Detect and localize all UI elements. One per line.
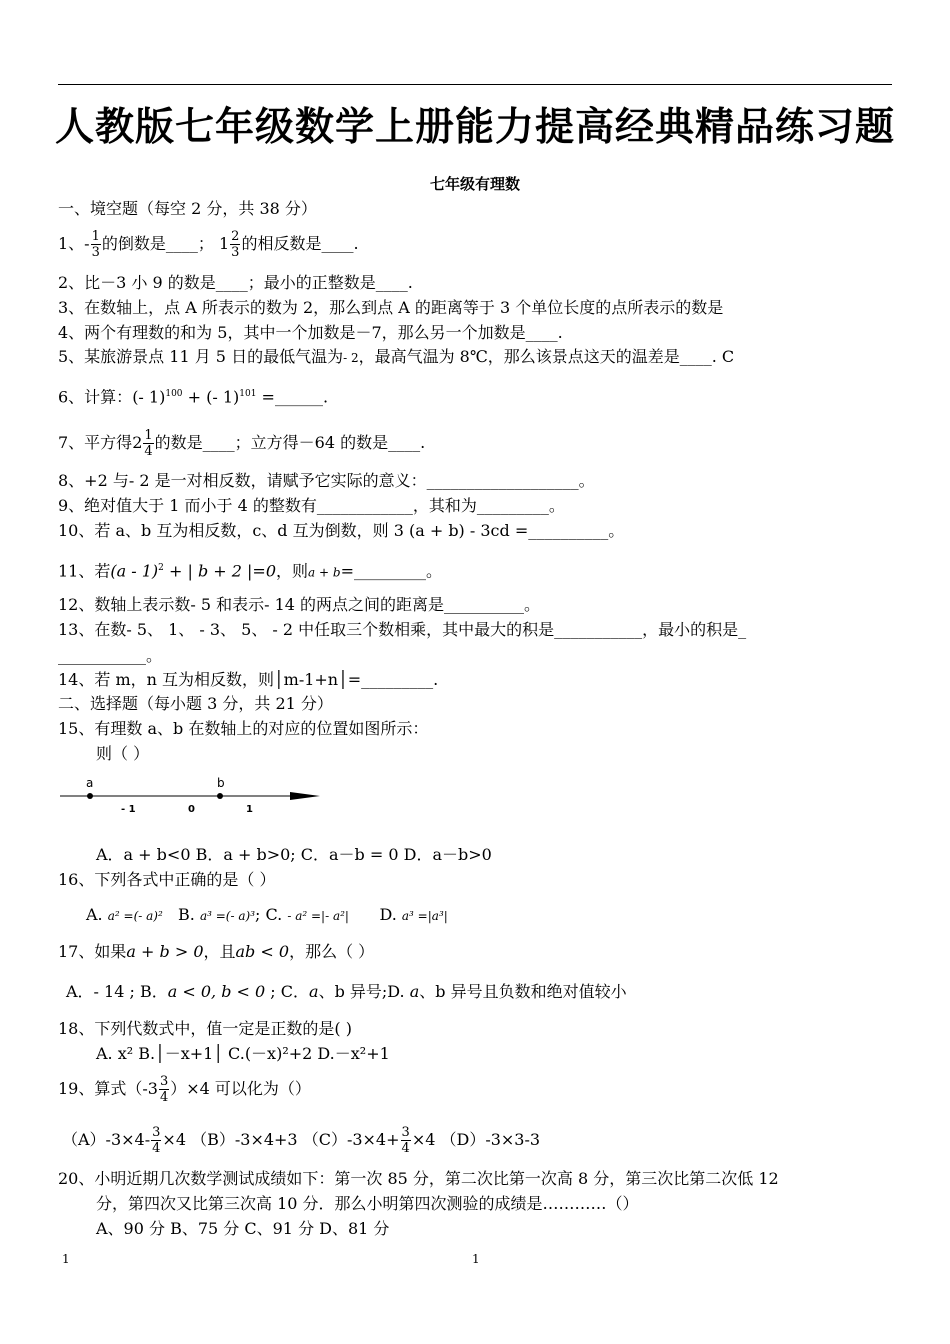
label-b: b	[217, 776, 225, 790]
section-heading-fill: 一、境空题（每空 2 分，共 38 分）	[58, 199, 317, 218]
tick-label-neg1: - 1	[121, 804, 136, 815]
point-a	[87, 793, 93, 799]
question-18-options: A. x² B.│－x+1│ C.(－x)²+2 D.－x²+1	[96, 1044, 390, 1063]
question-10: 10、若 a、b 互为相反数，c、d 互为倒数，则 3 (a + b) - 3cd =__________。	[58, 521, 625, 540]
question-15-options: A．a + b<0 B．a + b>0; C．a－b = 0 D．a－b>0	[96, 845, 492, 864]
question-3: 3、在数轴上，点 A 所表示的数为 2，那么到点 A 的距离等于 3 个单位长度的点所表示的数是	[58, 298, 724, 317]
question-15: 15、有理数 a、b 在数轴上的对应的位置如图所示：	[58, 719, 429, 738]
question-17-options: A．- 14 ; B．a < 0, b < 0 ; C．a、b 异号;D. a、b 异号且负数和绝对值较小	[66, 982, 627, 1001]
question-12: 12、数轴上表示数- 5 和表示- 14 的两点之间的距离是__________。	[58, 595, 541, 614]
question-9: 9、绝对值大于 1 而小于 4 的整数有____________，其和为_________。	[58, 496, 565, 515]
number-line-figure	[58, 770, 338, 820]
question-20-options: A、90 分 B、75 分 C、91 分 D、81 分	[96, 1219, 390, 1238]
fraction: $\frac{2}{3}$	[231, 229, 240, 260]
section-heading-choice: 二、选择题（每小题 3 分，共 21 分）	[58, 694, 333, 713]
point-b	[217, 793, 223, 799]
question-20-cont: 分，第四次又比第三次高 10 分．那么小明第四次测验的成绩是…………（）	[96, 1194, 639, 1213]
question-2: 2、比－3 小 9 的数是____；最小的正整数是____.	[58, 273, 413, 292]
question-6: 6、计算：(- 1)$^{100}$ + (- 1)$^{101}$ =______.	[58, 387, 329, 407]
page-number-left: 1	[62, 1252, 70, 1266]
question-15-prompt: 则（ ）	[96, 744, 150, 763]
question-16: 16、下列各式中正确的是（ ）	[58, 870, 276, 889]
tick-label-0: 0	[188, 804, 195, 815]
question-19: 19、算式（-3 $\frac{3}{4}$ ）×4 可以化为（）	[58, 1074, 311, 1105]
fraction: $\frac{1}{4}$	[144, 428, 153, 459]
question-13: 13、在数- 5、 1、 - 3、 5、 - 2 中任取三个数相乘，其中最大的积是___________，最小的积是_	[58, 620, 747, 639]
question-18: 18、下列代数式中，值一定是正数的是( )	[58, 1019, 352, 1038]
arrow-head-icon	[290, 792, 320, 800]
question-8: 8、+2 与- 2 是一对相反数，请赋予它实际的意义：___________________。	[58, 471, 595, 490]
fraction: $\frac{3}{4}$	[152, 1125, 161, 1156]
fraction: $\frac{1}{3}$	[91, 229, 100, 260]
question-13-cont: ___________。	[58, 646, 163, 665]
section-subtitle: 七年级有理数	[429, 175, 520, 193]
label-a: a	[86, 776, 94, 790]
question-4: 4、两个有理数的和为 5，其中一个加数是－7，那么另一个加数是____.	[58, 323, 563, 342]
question-5: 5、某旅游景点 11 月 5 日的最低气温为- 2，最高气温为 8℃，那么该景点这天的温差是____. C	[58, 347, 735, 366]
page-title: 人教版七年级数学上册能力提高经典精品练习题	[54, 105, 895, 150]
top-rule	[58, 84, 892, 85]
question-14: 14、若 m，n 互为相反数，则│m-1+n│=_________.	[58, 670, 439, 689]
fraction: $\frac{3}{4}$	[159, 1074, 169, 1105]
question-1: 1、- $\frac{1}{3}$ 的倒数是____； 1 $\frac{2}{3}$ 的相反数是____.	[58, 229, 359, 260]
tick-label-1: 1	[246, 804, 253, 815]
question-19-options: （A）-3×4- $\frac{3}{4}$ ×4 （B）-3×4+3 （C）-3×4+ $\frac{3}{4}$ ×4 （D）-3×3-3	[62, 1125, 541, 1156]
question-20: 20、小明近期几次数学测试成绩如下：第一次 85 分，第二次比第一次高 8 分，第三次比第二次低 12	[58, 1169, 779, 1188]
page-number-center: 1	[472, 1252, 480, 1266]
fraction: $\frac{3}{4}$	[401, 1125, 410, 1156]
question-11: 11、若(a - 1)$^2$ + | b + 2 |=0，则a + b=_________。	[58, 561, 442, 581]
question-16-options: A. a² =(- a)² B. a³ =(- a)³; C. - a² =|- a²| D. a³ =|a³|	[86, 905, 448, 924]
question-7: 7、平方得2 $\frac{1}{4}$ 的数是____；立方得－64 的数是____.	[58, 428, 426, 459]
question-17: 17、如果a + b > 0，且ab < 0，那么（ ）	[58, 942, 375, 961]
